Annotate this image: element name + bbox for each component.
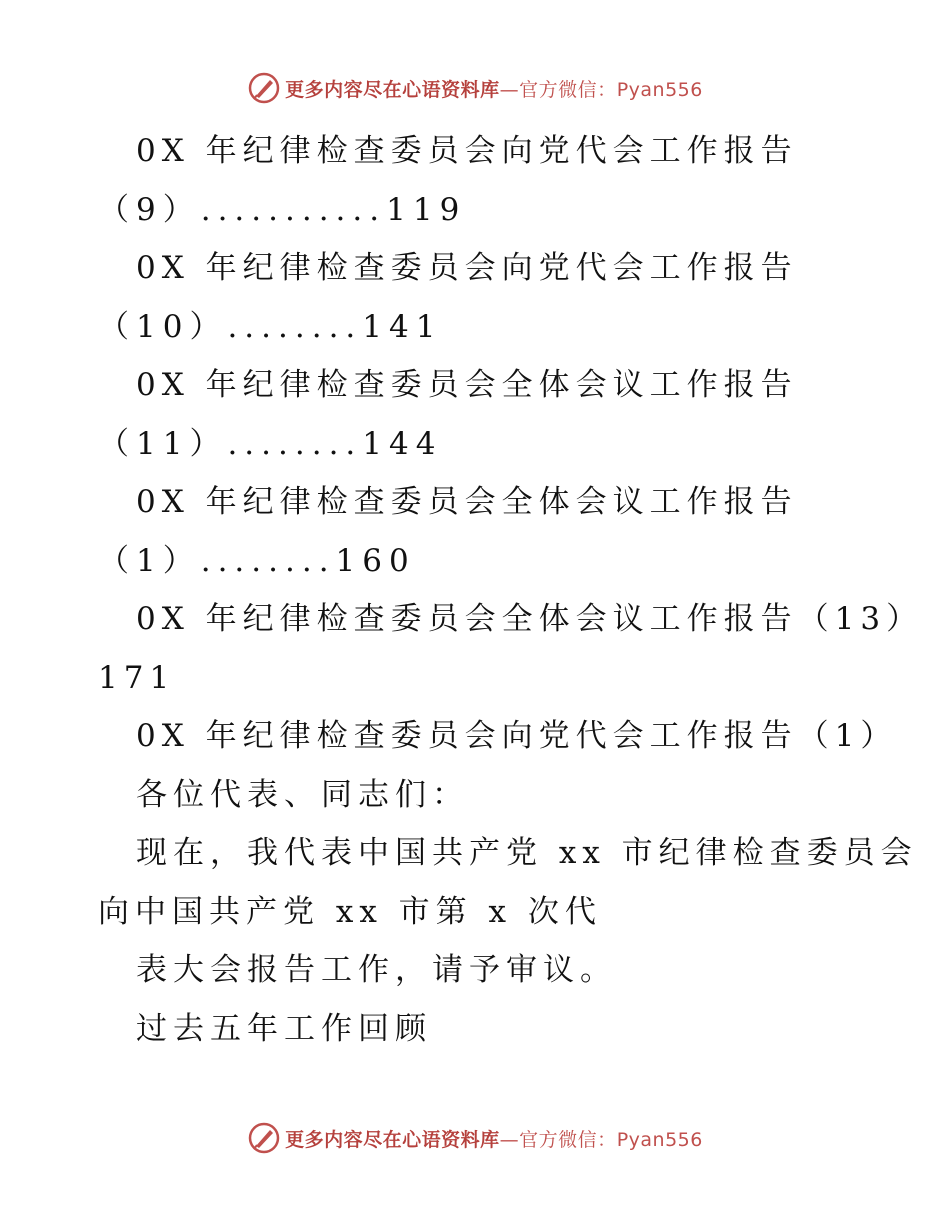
paragraph-line: 表大会报告工作，请予审议。 bbox=[136, 952, 617, 988]
toc-entry-title: 0X 年纪律检查委员会全体会议工作报告（13） bbox=[136, 601, 924, 637]
report-title: 0X 年纪律检查委员会向党代会工作报告（1） bbox=[136, 718, 898, 754]
watermark-text: 更多内容尽在心语资料库—官方微信：Pyan556 bbox=[285, 78, 703, 101]
watermark-banner-top bbox=[0, 68, 950, 108]
watermark-banner-bottom bbox=[0, 1118, 950, 1158]
toc-entry-title: 0X 年纪律检查委员会向党代会工作报告 bbox=[136, 250, 798, 286]
toc-entry-title: 0X 年纪律检查委员会向党代会工作报告 bbox=[136, 133, 798, 169]
document-body bbox=[98, 122, 924, 1058]
toc-entry-page: （9）...........119 bbox=[98, 191, 467, 228]
toc-entry-title: 0X 年纪律检查委员会全体会议工作报告 bbox=[136, 484, 798, 520]
toc-entry-page: （1）........160 bbox=[98, 542, 416, 579]
paragraph-line: 现在，我代表中国共产党 xx 市纪律检查委员会 bbox=[136, 835, 918, 871]
toc-entry-page: （11）........144 bbox=[98, 425, 443, 462]
salutation: 各位代表、同志们： bbox=[136, 776, 469, 813]
paragraph-line: 向中国共产党 xx 市第 x 次代 bbox=[98, 893, 602, 930]
quill-logo-icon bbox=[247, 71, 281, 105]
toc-entry-page: （10）........141 bbox=[98, 308, 443, 345]
toc-entry-page: 171 bbox=[98, 659, 176, 696]
toc-entry-title: 0X 年纪律检查委员会全体会议工作报告 bbox=[136, 367, 798, 403]
section-heading: 过去五年工作回顾 bbox=[136, 1010, 432, 1047]
watermark-text: 更多内容尽在心语资料库—官方微信：Pyan556 bbox=[285, 1128, 703, 1151]
quill-logo-icon bbox=[247, 1121, 281, 1155]
